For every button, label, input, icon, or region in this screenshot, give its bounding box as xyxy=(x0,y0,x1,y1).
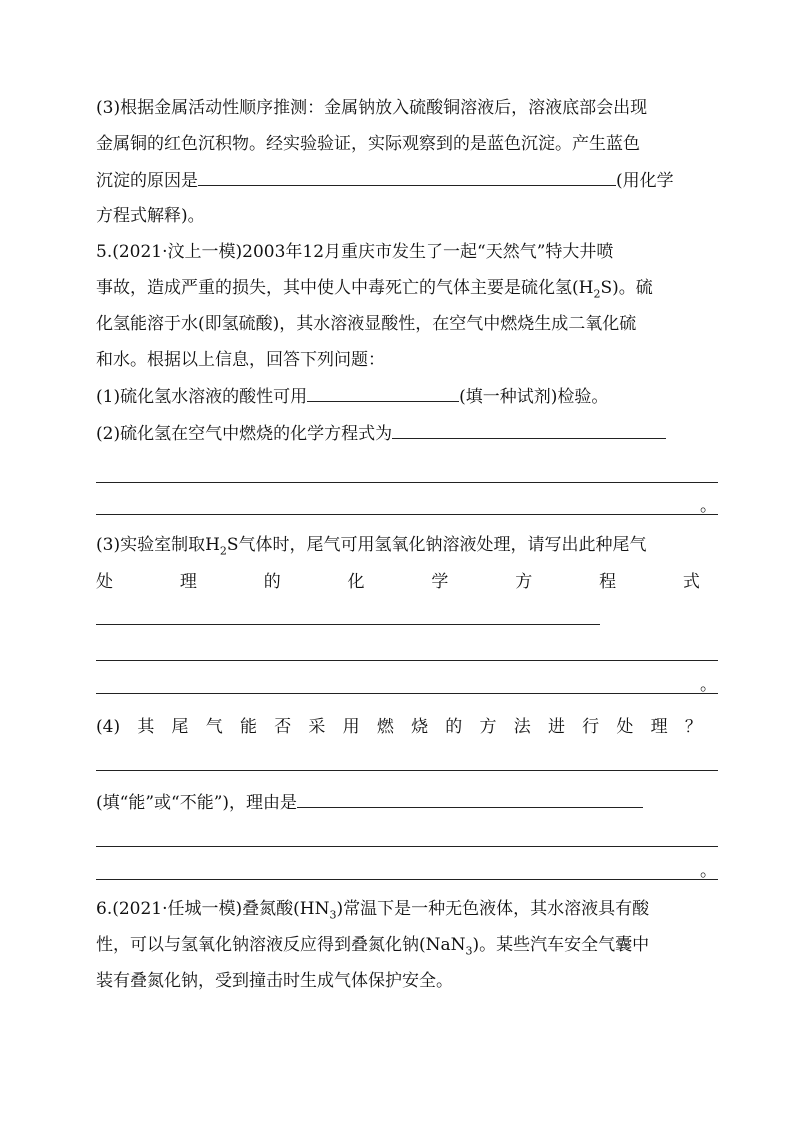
q5-part-4-char: 能 xyxy=(239,717,257,737)
q5-part-3-subscript: 2 xyxy=(219,544,227,558)
q5-part-4-char: 采 xyxy=(308,717,326,737)
q5-part-4-line-1 xyxy=(96,717,702,737)
q5-part-4-char: 方 xyxy=(479,717,497,737)
q5-part-4-char: 行 xyxy=(582,717,600,737)
q5-part-4-answer-line-3[interactable] xyxy=(96,879,718,880)
q5-part-3-period: 。 xyxy=(700,675,717,695)
q5-part-4-answer-line-2[interactable] xyxy=(96,846,718,847)
q5-part-3-answer-line-3[interactable] xyxy=(96,693,718,694)
q5-part-1-suffix: (填一种试剂)检验。 xyxy=(459,387,609,407)
q6-stem-line-3: 装有叠氮化钠，受到撞击时生成气体保护安全。 xyxy=(96,971,453,991)
q6-stem-line-1-text: 6.(2021·任城一模)叠氮酸(HN xyxy=(96,899,330,919)
q4-3-line-2: 金属铜的红色沉积物。经实验验证，实际观察到的是蓝色沉淀。产生蓝色 xyxy=(96,134,640,154)
q5-part-4-char: 尾 xyxy=(171,717,189,737)
q4-3-line-3-suffix: (用化学 xyxy=(616,171,674,191)
q4-3-answer-blank[interactable] xyxy=(198,170,616,186)
q5-part-3-char: 程 xyxy=(599,572,617,592)
q5-part-2-period: 。 xyxy=(700,496,717,516)
q5-part-2-answer-line-1[interactable] xyxy=(96,482,718,483)
q6-nan3-subscript: 3 xyxy=(465,944,473,958)
q5-part-3-line-2 xyxy=(96,572,700,592)
q5-part-4-char: (4) xyxy=(96,717,121,737)
q5-part-3-char: 方 xyxy=(515,572,533,592)
q5-part-4-char: 其 xyxy=(137,717,155,737)
q5-stem-line-1: 5.(2021·汶上一模)2003年12月重庆市发生了一起“天然气”特大井喷 xyxy=(96,242,614,262)
q6-stem-line-2-suffix: )。某些汽车安全气囊中 xyxy=(472,935,650,955)
q6-stem-line-2-text: 性，可以与氢氧化钠溶液反应得到叠氮化钠(NaN xyxy=(96,935,466,955)
q6-stem-line-1 xyxy=(96,899,718,922)
q5-stem-line-4: 和水。根据以上信息，回答下列问题： xyxy=(96,350,385,370)
q5-part-4-reason-blank[interactable] xyxy=(297,792,643,808)
q5-part-4-char: 进 xyxy=(547,717,565,737)
q5-part-4-char: ？ xyxy=(684,717,702,737)
q5-part-3-text: (3)实验室制取H xyxy=(96,535,220,555)
q5-part-4-char: 的 xyxy=(445,717,463,737)
q5-part-3-line-1 xyxy=(96,535,718,558)
q5-stem-line-2 xyxy=(96,278,718,301)
q5-part-3-char: 学 xyxy=(431,572,449,592)
q5-part-4-char: 烧 xyxy=(411,717,429,737)
q5-part-3-char: 的 xyxy=(263,572,281,592)
q4-3-line-3 xyxy=(96,170,718,191)
q4-3-line-4: 方程式解释)。 xyxy=(96,206,205,226)
q5-part-1-reagent-blank[interactable] xyxy=(307,386,459,402)
q5-part-4-line-2 xyxy=(96,792,718,813)
q6-hn3-subscript: 3 xyxy=(329,908,337,922)
q6-stem-line-2 xyxy=(96,935,718,958)
q5-part-4-text: (填“能”或“不能”)，理由是 xyxy=(96,793,298,813)
q5-part-4-char: 法 xyxy=(513,717,531,737)
q5-part-4-char: 处 xyxy=(616,717,634,737)
q5-part-2-equation-blank[interactable] xyxy=(392,423,666,439)
q5-part-3-answer-line-1[interactable] xyxy=(96,624,600,625)
q5-stem-line-3: 化氢能溶于水(即氢硫酸)，其水溶液显酸性，在空气中燃烧生成二氧化硫 xyxy=(96,314,637,334)
q5-stem-line-2-text: 事故，造成严重的损失，其中使人中毒死亡的气体主要是硫化氢(H xyxy=(96,278,594,298)
q5-part-4-answer-line-1[interactable] xyxy=(96,770,718,771)
q4-3-line-1: (3)根据金属活动性顺序推测：金属钠放入硫酸铜溶液后，溶液底部会出现 xyxy=(96,98,648,118)
q4-3-line-3-text: 沉淀的原因是 xyxy=(96,171,198,191)
q5-part-4-char: 理 xyxy=(650,717,668,737)
q5-part-3-char: 式 xyxy=(682,572,700,592)
q5-part-2-answer-line-2[interactable] xyxy=(96,514,718,515)
q5-part-3-char: 化 xyxy=(347,572,365,592)
q5-part-1-text: (1)硫化氢水溶液的酸性可用 xyxy=(96,387,308,407)
q5-part-4-period: 。 xyxy=(700,861,717,881)
q5-part-2-text: (2)硫化氢在空气中燃烧的化学方程式为 xyxy=(96,424,393,444)
q5-part-3-answer-line-2[interactable] xyxy=(96,660,718,661)
q6-stem-line-1-suffix: )常温下是一种无色液体，其水溶液具有酸 xyxy=(336,899,650,919)
q5-part-3-char: 处 xyxy=(96,572,113,592)
q5-part-4-char: 气 xyxy=(205,717,223,737)
q5-part-4-char: 否 xyxy=(274,717,292,737)
q5-part-3-char: 理 xyxy=(179,572,197,592)
q5-stem-line-2-suffix: S)。硫 xyxy=(600,278,653,298)
q5-part-3-suffix: S气体时，尾气可用氢氧化钠溶液处理，请写出此种尾气 xyxy=(226,535,647,555)
q5-h2s-subscript: 2 xyxy=(593,287,601,301)
q5-part-4-char: 燃 xyxy=(376,717,394,737)
q5-part-1 xyxy=(96,386,718,407)
q5-part-2 xyxy=(96,423,718,444)
q5-part-4-char: 用 xyxy=(342,717,360,737)
